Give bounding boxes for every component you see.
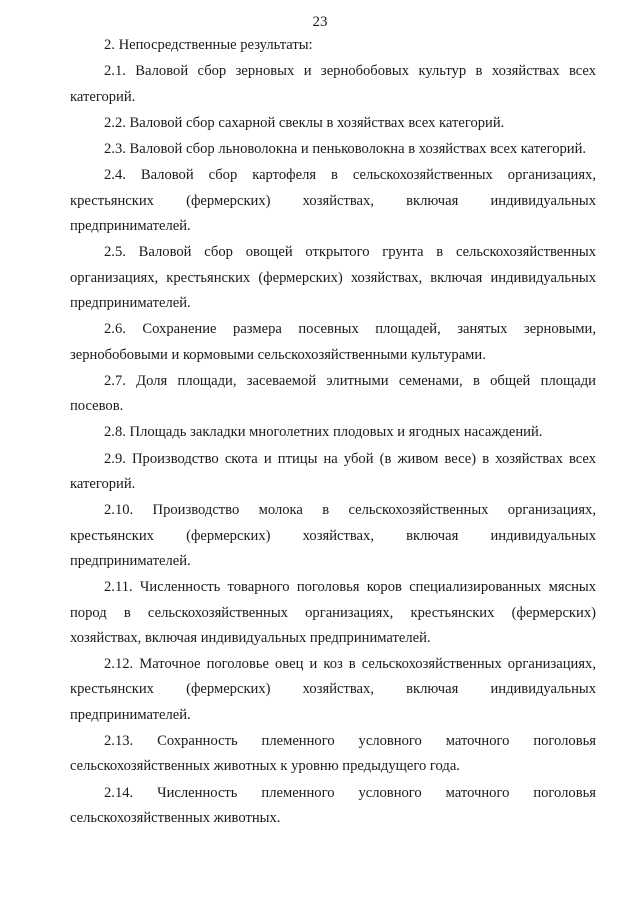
list-item: 2.10. Производство молока в сельскохозяйственных организациях, крестьянских (фермерских) хозяйствах, включая индивидуальных предпринимателей. [70, 502, 596, 569]
list-item: 2.7. Доля площади, засеваемой элитными семенами, в общей площади посевов. [70, 372, 596, 415]
list-item: 2.4. Валовой сбор картофеля в сельскохозяйственных организациях, крестьянских (фермерских) хозяйствах, включая индивидуальных предпринимателей. [70, 167, 596, 235]
list-item: 2.2. Валовой сбор сахарной свеклы в хозяйствах всех категорий. [104, 114, 505, 131]
document-body [70, 33, 596, 831]
list-item: 2.9. Производство скота и птицы на убой (в живом весе) в хозяйствах всех категорий. [70, 450, 596, 493]
list-item: 2.3. Валовой сбор льноволокна и пеньковолокна в хозяйствах всех категорий. [104, 141, 587, 158]
list-item: 2.8. Площадь закладки многолетних плодовых и ягодных насаждений. [104, 424, 543, 441]
list-item: 2.13. Сохранность племенного условного маточного поголовья сельскохозяйственных животных к уровню предыдущего года. [70, 733, 596, 775]
page-number: 23 [312, 14, 328, 30]
list-item: 2.1. Валовой сбор зерновых и зернобобовых культур в хозяйствах всех категорий. [70, 63, 596, 105]
list-item: 2.11. Численность товарного поголовья коров специализированных мясных пород в сельскохозяйственных организациях, крестьянских (фермерских) хозяйствах, включая индивидуальных предпринимателей. [70, 579, 596, 646]
section-heading: 2. Непосредственные результаты: [104, 37, 313, 53]
list-item: 2.5. Валовой сбор овощей открытого грунта в сельскохозяйственных организациях, крестьянских (фермерских) хозяйствах, включая индивидуальных предпринимателей. [70, 244, 596, 311]
list-item: 2.12. Маточное поголовье овец и коз в сельскохозяйственных организациях, крестьянских (фермерских) хозяйствах, включая индивидуальных предпринимателей. [70, 656, 596, 723]
list-item: 2.6. Сохранение размера посевных площадей, занятых зерновыми, зернобобовыми и кормовыми сельскохозяйственными культурами. [70, 321, 596, 363]
list-item: 2.14. Численность племенного условного маточного поголовья сельскохозяйственных животных. [70, 784, 596, 826]
